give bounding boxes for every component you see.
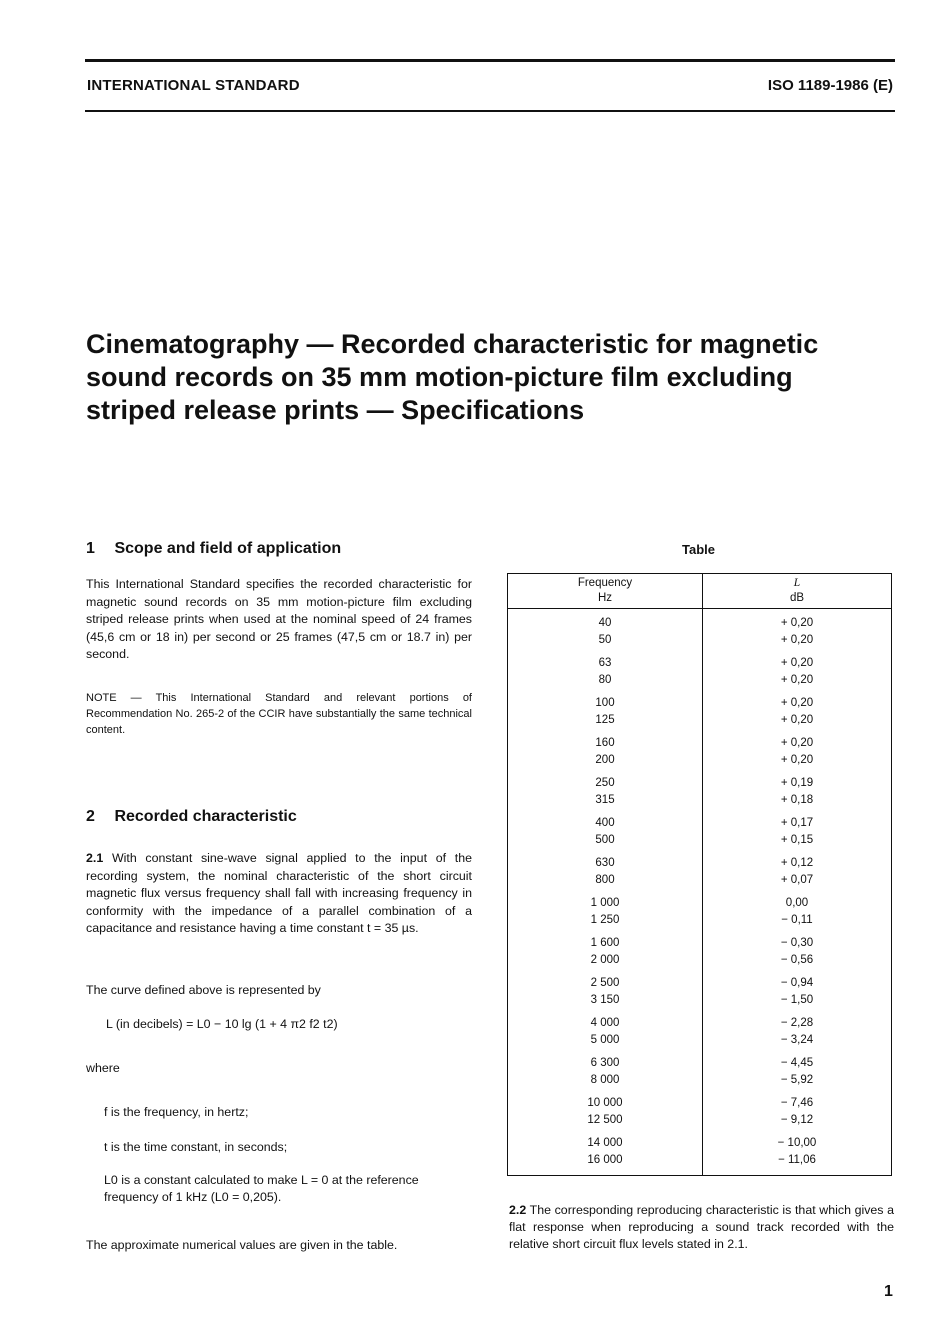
table-row — [508, 712, 892, 729]
top-rule-thick — [85, 59, 895, 62]
document-title: Cinematography — Recorded characteristic for magnetic sound records on 35 mm motion-picture film excluding striped release prints — Specifications — [86, 329, 819, 425]
level-cell: − 2,28 — [780, 1017, 814, 1029]
frequency-cell: 63 — [508, 649, 703, 672]
level-cell: + 0,07 — [780, 874, 814, 886]
table-row — [508, 1129, 892, 1152]
frequency-cell: 2 500 — [508, 969, 703, 992]
level-cell: − 5,92 — [780, 1074, 814, 1086]
table-row — [508, 1009, 892, 1032]
level-cell: − 1,50 — [780, 994, 814, 1006]
level-cell: − 7,46 — [780, 1097, 814, 1109]
frequency-cell: 40 — [508, 609, 703, 633]
level-cell: − 4,45 — [780, 1057, 814, 1069]
table-row — [508, 889, 892, 912]
clause-2-2-body: The corresponding reproducing characteristic is that which gives a flat response when reproducing a sound track recorded with the relative short circuit flux levels stated in 2.1. — [509, 1203, 895, 1251]
clause-2-2 — [509, 1202, 894, 1253]
table-row — [508, 969, 892, 992]
table-row — [508, 649, 892, 672]
table-row — [508, 689, 892, 712]
formula: L (in decibels) = L0 − 10 lg (1 + 4 π2 f2 t2) — [106, 1017, 338, 1031]
level-cell: − 0,56 — [780, 954, 814, 966]
table-row — [508, 752, 892, 769]
table-row — [508, 729, 892, 752]
frequency-cell: 630 — [508, 849, 703, 872]
level-cell: + 0,20 — [780, 737, 814, 749]
approx-values-sentence: The approximate numerical values are given in the table. — [86, 1238, 398, 1252]
table-row — [508, 849, 892, 872]
frequency-cell: 250 — [508, 769, 703, 792]
table-row — [508, 872, 892, 889]
frequency-cell: 12 500 — [508, 1112, 703, 1129]
table-caption: Table — [682, 542, 715, 557]
frequency-cell: 4 000 — [508, 1009, 703, 1032]
table-row — [508, 912, 892, 929]
level-header-label: L — [793, 577, 801, 589]
frequency-cell: 8 000 — [508, 1072, 703, 1089]
table-row — [508, 769, 892, 792]
level-cell: + 0,20 — [780, 754, 814, 766]
frequency-column-header — [508, 574, 703, 609]
table-row — [508, 1152, 892, 1176]
level-cell: + 0,17 — [780, 817, 814, 829]
header-rule — [85, 110, 895, 112]
page-number: 1 — [884, 1283, 893, 1300]
frequency-cell: 80 — [508, 672, 703, 689]
level-cell: + 0,20 — [780, 634, 814, 646]
frequency-cell: 2 000 — [508, 952, 703, 969]
level-cell: + 0,20 — [780, 714, 814, 726]
level-cell: − 0,30 — [780, 937, 814, 949]
level-column-header — [703, 574, 892, 609]
frequency-cell: 100 — [508, 689, 703, 712]
document-number-label: ISO 1189-1986 (E) — [767, 77, 893, 94]
level-cell: + 0,20 — [780, 697, 814, 709]
frequency-cell: 6 300 — [508, 1049, 703, 1072]
frequency-table — [507, 573, 892, 1176]
frequency-cell: 14 000 — [508, 1129, 703, 1152]
level-cell: + 0,15 — [780, 834, 814, 846]
frequency-header-label: Frequency — [577, 577, 633, 589]
definition-L0: L0 is a constant calculated to make L = 0 at the reference frequency of 1 kHz (L0 = 0,205). — [104, 1173, 419, 1204]
level-cell: − 3,24 — [780, 1034, 814, 1046]
table-header-row — [508, 574, 892, 609]
section-2-number: 2 — [86, 808, 95, 825]
level-cell: + 0,20 — [780, 674, 814, 686]
frequency-cell: 1 600 — [508, 929, 703, 952]
section-1-note: NOTE — This International Standard and relevant portions of Recommendation No. 265-2 of the CCIR have substantially the same technical content. — [86, 692, 472, 736]
section-2-title: Recorded characteristic — [114, 808, 297, 825]
table-body — [508, 609, 892, 1176]
table-row — [508, 792, 892, 809]
level-cell: 0,00 — [785, 897, 809, 909]
definition-f: f is the frequency, in hertz; — [104, 1105, 249, 1119]
frequency-cell: 1 000 — [508, 889, 703, 912]
table-row — [508, 992, 892, 1009]
frequency-cell: 10 000 — [508, 1089, 703, 1112]
frequency-cell: 315 — [508, 792, 703, 809]
section-2-heading — [86, 808, 297, 826]
frequency-cell: 800 — [508, 872, 703, 889]
level-cell: + 0,18 — [780, 794, 814, 806]
level-cell: + 0,19 — [780, 777, 814, 789]
table-row — [508, 1049, 892, 1072]
frequency-cell: 50 — [508, 632, 703, 649]
level-cell: + 0,12 — [780, 857, 814, 869]
clause-2-1-body: With constant sine-wave signal applied to the input of the recording system, the nominal characteristic of the short circuit magnetic flux versus frequency shall fall with increasing frequency in conformity with the impedance of a parallel combination of a capacitance and resistance having a time constant t = 35 µs. — [86, 851, 472, 935]
table-row — [508, 832, 892, 849]
curve-intro: The curve defined above is represented by — [86, 983, 321, 997]
frequency-cell: 16 000 — [508, 1152, 703, 1176]
table-row — [508, 1089, 892, 1112]
section-1-body: This International Standard specifies the recorded characteristic for magnetic sound records on 35 mm motion-picture film excluding striped release prints when used at the nominal speed of 24 frames (45,6 cm or 18 in) per second or 25 frames (47,5 cm or 18.7 in) per second. — [86, 577, 472, 661]
level-cell: + 0,20 — [780, 657, 814, 669]
section-1-number: 1 — [86, 540, 95, 557]
frequency-cell: 400 — [508, 809, 703, 832]
table-row — [508, 929, 892, 952]
table-row — [508, 672, 892, 689]
section-1-heading — [86, 540, 341, 558]
definition-t: t is the time constant, in seconds; — [104, 1140, 288, 1154]
level-cell: − 11,06 — [778, 1154, 816, 1166]
level-cell: + 0,20 — [780, 617, 814, 629]
table-row — [508, 1032, 892, 1049]
section-1-title: Scope and field of application — [114, 540, 342, 557]
table-row — [508, 632, 892, 649]
frequency-cell: 500 — [508, 832, 703, 849]
frequency-cell: 125 — [508, 712, 703, 729]
level-header-unit: dB — [789, 592, 805, 604]
table-row — [508, 809, 892, 832]
frequency-cell: 200 — [508, 752, 703, 769]
frequency-cell: 3 150 — [508, 992, 703, 1009]
document-type-label: INTERNATIONAL STANDARD — [87, 77, 300, 94]
table-row — [508, 952, 892, 969]
level-cell: − 0,11 — [781, 914, 813, 926]
level-cell: − 9,12 — [780, 1114, 814, 1126]
where-label: where — [86, 1061, 120, 1075]
level-cell: − 10,00 — [777, 1137, 817, 1149]
frequency-cell: 160 — [508, 729, 703, 752]
table-row — [508, 1072, 892, 1089]
clause-2-2-number: 2.2 — [509, 1203, 527, 1217]
frequency-cell: 5 000 — [508, 1032, 703, 1049]
clause-2-1 — [86, 850, 472, 938]
clause-2-1-number: 2.1 — [86, 851, 104, 865]
table-row — [508, 1112, 892, 1129]
level-cell: − 0,94 — [780, 977, 814, 989]
table-row — [508, 609, 892, 633]
frequency-header-unit: Hz — [597, 592, 613, 604]
frequency-cell: 1 250 — [508, 912, 703, 929]
